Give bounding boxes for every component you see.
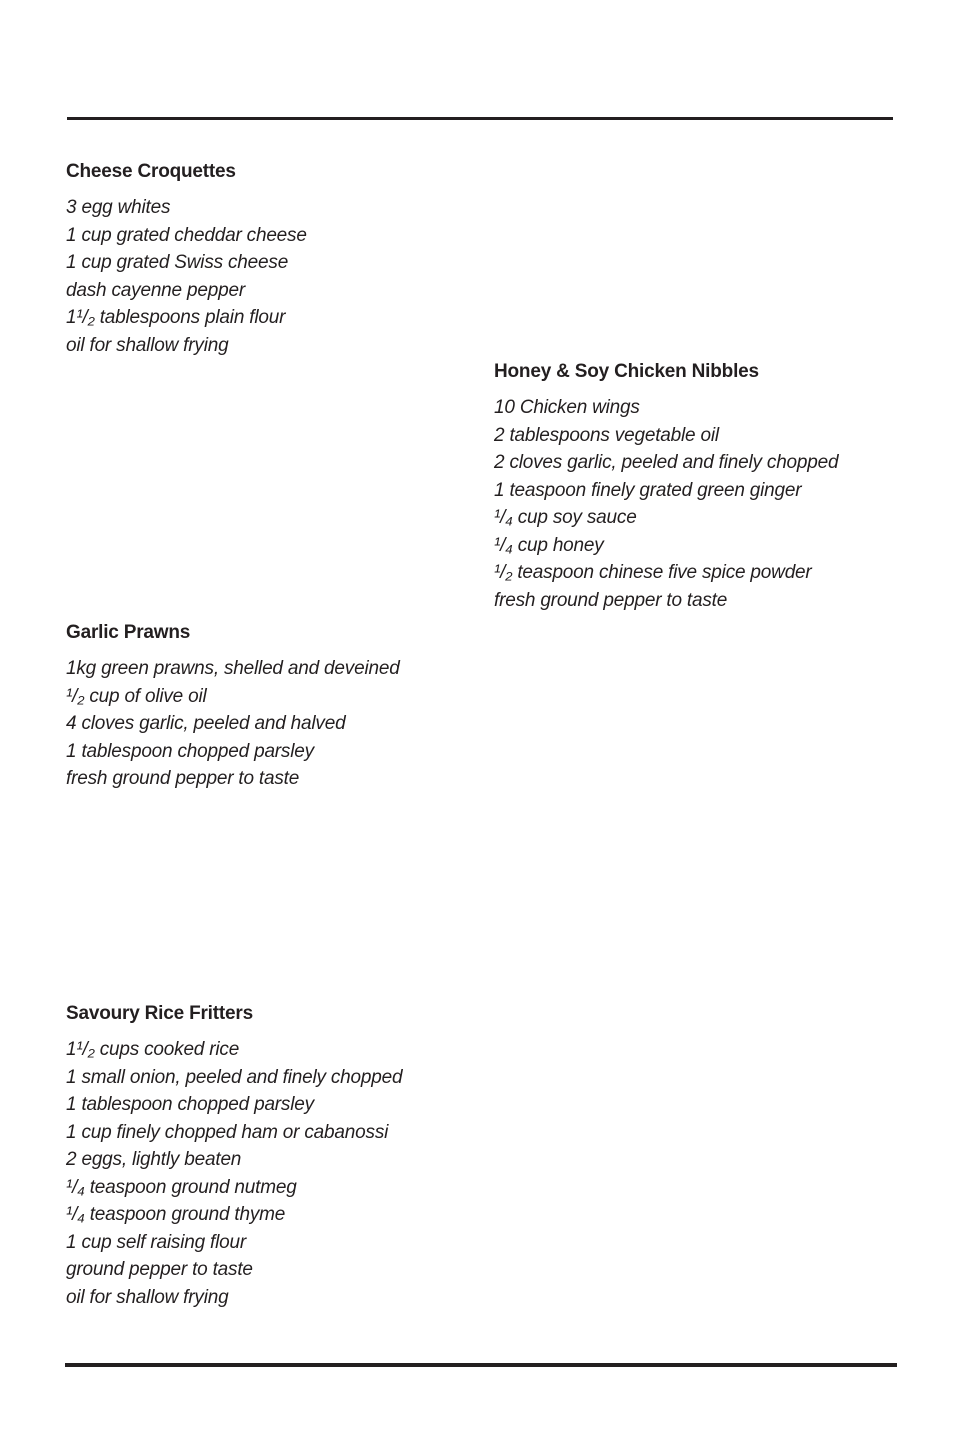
ingredient: 1 cup self raising flour xyxy=(66,1231,247,1253)
ingredient: ¹/₄ teaspoon ground nutmeg xyxy=(66,1176,297,1198)
ingredient-list xyxy=(494,394,838,614)
ingredient: dash cayenne pepper xyxy=(66,279,245,301)
ingredient: ¹/₄ cup honey xyxy=(494,534,604,556)
recipe-title: Garlic Prawns xyxy=(66,622,191,643)
top-rule xyxy=(67,117,893,120)
ingredient: 3 egg whites xyxy=(66,197,171,218)
ingredient: oil for shallow frying xyxy=(66,334,229,356)
ingredient: ¹/₄ teaspoon ground thyme xyxy=(66,1204,286,1225)
ingredient: 1kg green prawns, shelled and deveined xyxy=(66,658,400,679)
ingredient-list xyxy=(66,1036,402,1311)
ingredient: 2 tablespoons vegetable oil xyxy=(494,424,719,446)
ingredient: 1 cup grated cheddar cheese xyxy=(66,224,307,246)
ingredient: 1 small onion, peeled and finely chopped xyxy=(66,1066,403,1088)
ingredient: 4 cloves garlic, peeled and halved xyxy=(66,713,346,734)
ingredient: 1 cup grated Swiss cheese xyxy=(66,252,289,273)
ingredient: 1 tablespoon chopped parsley xyxy=(66,740,314,762)
ingredient: ¹/₂ cup of olive oil xyxy=(66,685,207,707)
recipe-cheese-croquettes xyxy=(66,160,307,359)
ingredient: ¹/₂ teaspoon chinese five spice powder xyxy=(494,562,812,583)
ingredient: 1 cup finely chopped ham or cabanossi xyxy=(66,1121,389,1143)
recipe-garlic-prawns xyxy=(66,621,400,793)
recipe-title: Savoury Rice Fritters xyxy=(66,1003,253,1024)
ingredient: 2 cloves garlic, peeled and finely chopped xyxy=(494,452,839,473)
recipe-savoury-rice-fritters xyxy=(66,1002,402,1311)
ingredient: 10 Chicken wings xyxy=(494,397,640,418)
ingredient: 1¹/₂ tablespoons plain flour xyxy=(66,307,286,328)
bottom-rule xyxy=(65,1363,897,1367)
ingredient: 2 eggs, lightly beaten xyxy=(66,1149,242,1170)
ingredient: ¹/₄ cup soy sauce xyxy=(494,507,637,528)
ingredient: 1¹/₂ cups cooked rice xyxy=(66,1039,240,1060)
ingredient: oil for shallow frying xyxy=(66,1286,229,1308)
recipe-honey-soy-chicken-nibbles xyxy=(494,360,838,614)
ingredient-list xyxy=(66,655,400,793)
recipe-title: Honey & Soy Chicken Nibbles xyxy=(494,361,759,382)
ingredient: ground pepper to taste xyxy=(66,1259,253,1280)
ingredient: fresh ground pepper to taste xyxy=(66,768,300,789)
recipe-title: Cheese Croquettes xyxy=(66,161,236,182)
ingredient: 1 teaspoon finely grated green ginger xyxy=(494,479,802,501)
ingredient: 1 tablespoon chopped parsley xyxy=(66,1094,314,1115)
ingredient-list xyxy=(66,194,307,359)
ingredient: fresh ground pepper to taste xyxy=(494,589,728,611)
